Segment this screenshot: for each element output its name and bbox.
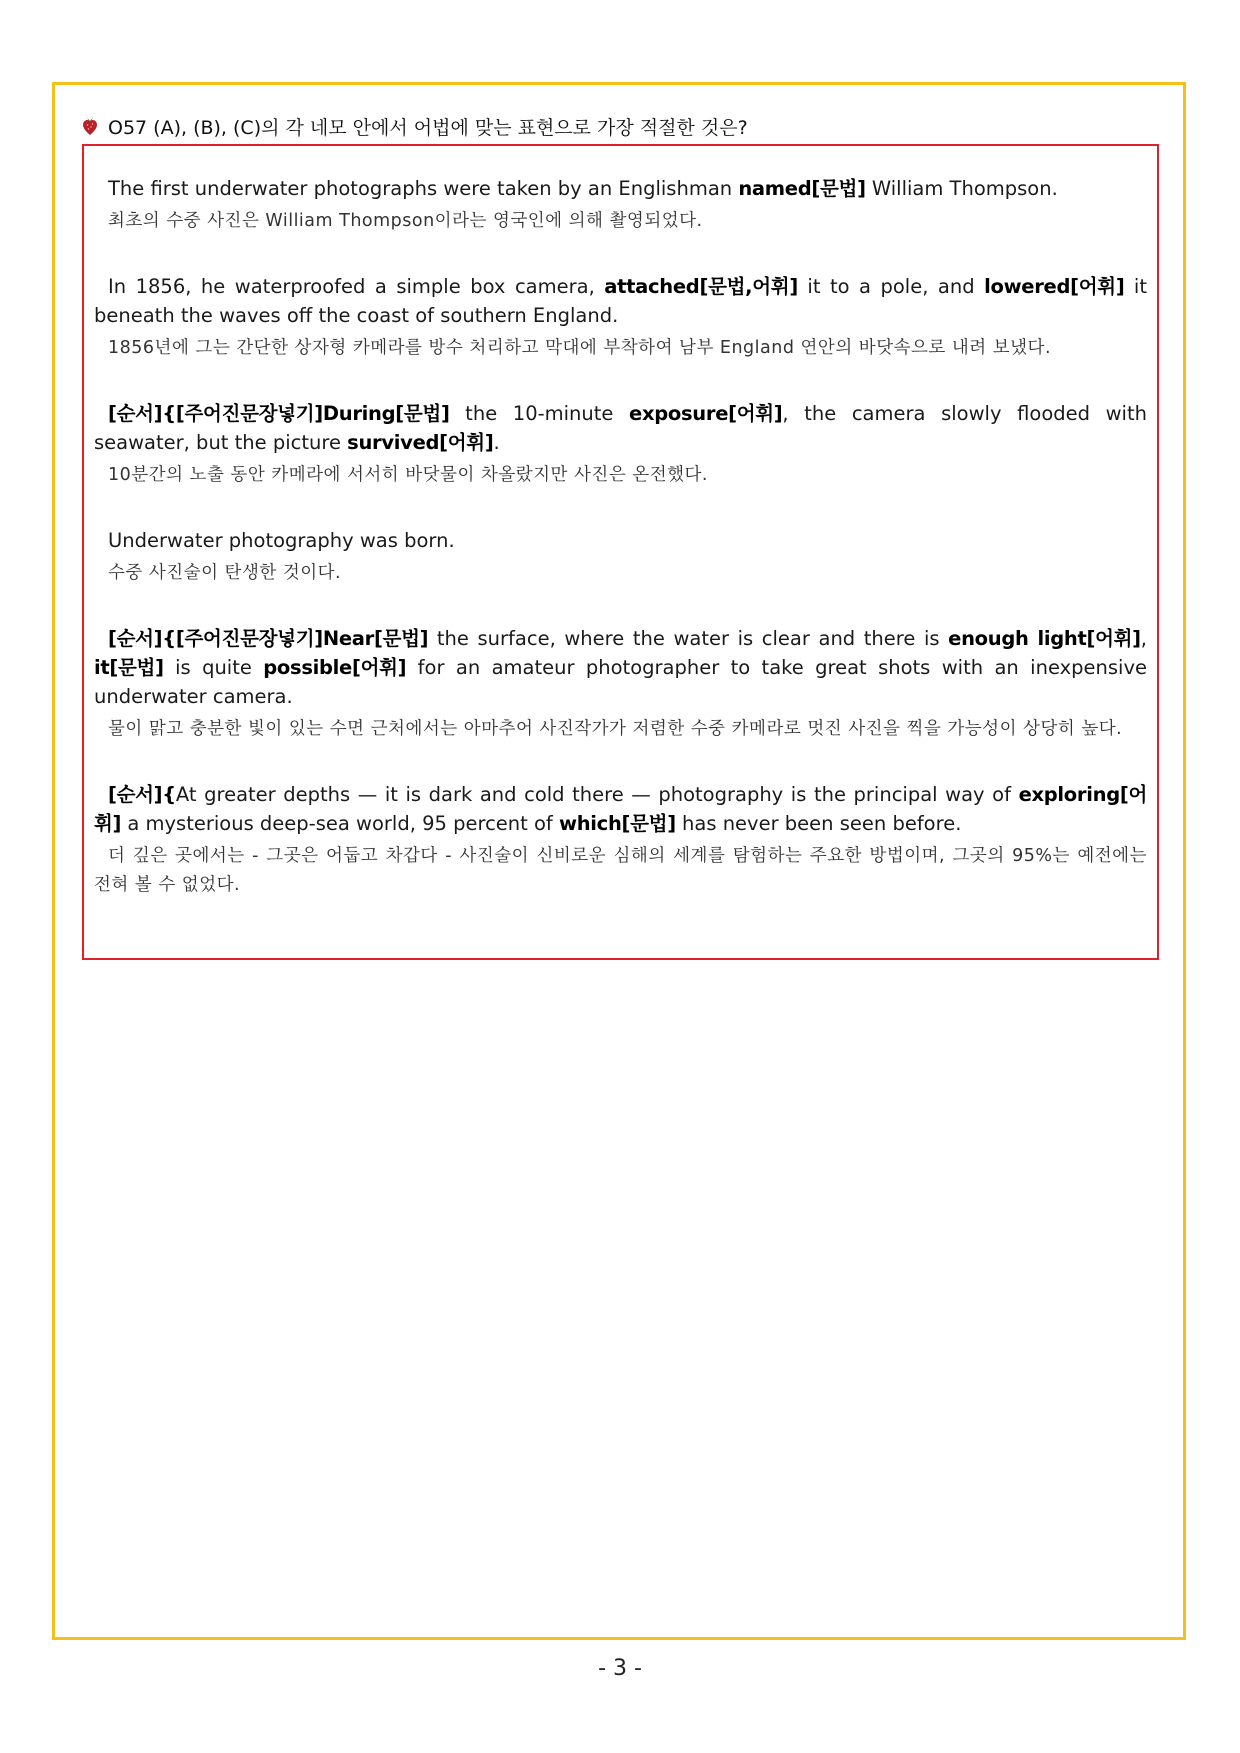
passage-paragraph [94, 526, 1147, 588]
passage-paragraph [94, 399, 1147, 490]
page-number: - 3 - [598, 1656, 642, 1681]
sentence-text: the surface, where the water is clear and there is [428, 627, 949, 650]
sentence-text: a mysterious deep-sea world, 95 percent of [121, 812, 559, 835]
passage [94, 174, 1147, 900]
annotation-tag: [순서]{[주어진문장넣기]During[문법] [108, 402, 450, 425]
korean-translation: 물이 맑고 충분한 빛이 있는 수면 근처에서는 아마추어 사진작가가 저렴한 수중 카메라로 멋진 사진을 찍을 가능성이 상당히 높다. [108, 719, 1123, 739]
english-sentence [94, 526, 1147, 555]
sentence-text: Underwater photography was born. [108, 529, 455, 552]
korean-translation: 1856년에 그는 간단한 상자형 카메라를 방수 처리하고 막대에 부착하여 남부 England 연안의 바닷속으로 내려 보냈다. [108, 338, 1052, 358]
passage-paragraph [94, 624, 1147, 744]
english-sentence [94, 399, 1147, 457]
annotation-tag: possible[어휘] [263, 656, 407, 679]
strawberry-icon [82, 116, 98, 136]
sentence-text: . [493, 431, 500, 454]
passage-paragraph [94, 174, 1147, 236]
question-line [82, 108, 1082, 144]
annotation-tag: named[문법] [738, 177, 866, 200]
sentence-text: At greater depths — it is dark and cold there — photography is the principal way of [175, 783, 1019, 806]
korean-translation: 수중 사진술이 탄생한 것이다. [108, 563, 342, 583]
english-sentence [94, 272, 1147, 330]
sentence-text: it to a pole, and [797, 275, 985, 298]
korean-translation: 더 깊은 곳에서는 - 그곳은 어둡고 차갑다 - 사진술이 신비로운 심해의 세계를 탐험하는 주요한 방법이며, 그곳의 95%는 예전에는 전혀 볼 수 없었다. [94, 846, 1147, 895]
sentence-text: it beneath the waves off the coast of southern England. [94, 275, 1147, 327]
english-sentence [94, 780, 1147, 838]
sentence-text: has never been seen before. [675, 812, 962, 835]
sentence-text: , [1140, 627, 1147, 650]
annotation-tag: exposure[어휘] [629, 402, 783, 425]
passage-paragraph [94, 272, 1147, 363]
annotation-tag: [순서]{[주어진문장넣기]Near[문법] [108, 627, 429, 650]
sentence-text: The first underwater photographs were taken by an Englishman [108, 177, 739, 200]
annotation-tag: lowered[어휘] [984, 275, 1125, 298]
sentence-text: William Thompson. [865, 177, 1058, 200]
sentence-text: the 10-minute [449, 402, 630, 425]
passage-paragraph [94, 780, 1147, 900]
annotation-tag: which[문법] [559, 812, 676, 835]
question-text: O57 (A), (B), (C)의 각 네모 안에서 어법에 맞는 표현으로 가장 적절한 것은? [108, 116, 748, 139]
annotation-tag: survived[어휘] [347, 431, 494, 454]
english-sentence [94, 624, 1147, 711]
annotation-tag: enough light[어휘] [948, 627, 1141, 650]
annotation-tag: it[문법] [94, 656, 164, 679]
annotation-tag: attached[문법,어휘] [604, 275, 798, 298]
english-sentence [94, 174, 1147, 203]
sentence-text: In 1856, he waterproofed a simple box camera, [108, 275, 605, 298]
annotation-tag: [순서]{ [108, 783, 176, 806]
passage-box [82, 144, 1159, 960]
korean-translation: 최초의 수중 사진은 William Thompson이라는 영국인에 의해 촬영되었다. [108, 211, 703, 231]
sentence-text: , the camera slowly flooded with seawater, but the picture [94, 402, 1147, 454]
korean-translation: 10분간의 노출 동안 카메라에 서서히 바닷물이 차올랐지만 사진은 온전했다. [108, 465, 708, 485]
sentence-text: for an amateur photographer to take great shots with an inexpensive underwater camera. [94, 656, 1147, 708]
sentence-text: is quite [163, 656, 264, 679]
annotation-tag: exploring[어휘] [94, 783, 1147, 835]
